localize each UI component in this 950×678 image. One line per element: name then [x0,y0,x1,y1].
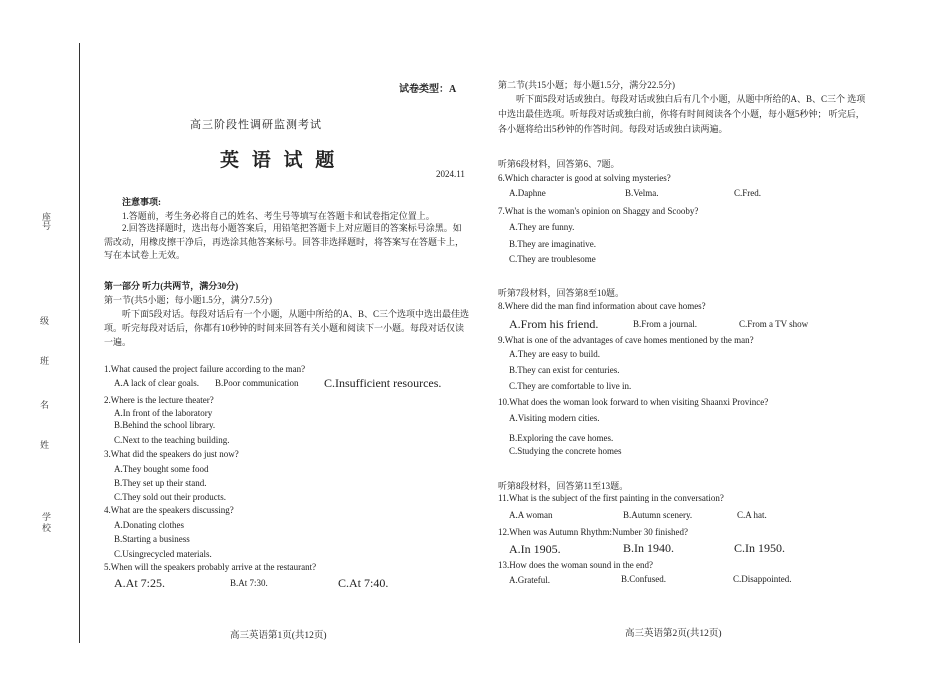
binding-name-char-1: 名 [40,400,50,410]
q2-option-a: A.In front of the laboratory [114,408,213,418]
binding-class-char-2: 班 [40,356,50,366]
q10-option-b: B.Exploring the cave homes. [509,433,614,443]
q11-option-c: C.A hat. [737,510,767,520]
q9-option-c: C.They are comfortable to live in. [509,381,632,391]
material-8-heading: 听第8段材料，回答第11至13题。 [498,481,629,491]
question-8: 8.Where did the man find information about cave homes? [498,301,706,311]
question-10: 10.What does the woman look forward to when visiting Shaanxi Province? [498,397,769,407]
q6-option-a: A.Daphne [509,188,546,198]
q5-option-c: C.At 7:40. [338,576,389,590]
q4-option-a: A.Donating clothes [114,520,184,530]
question-9: 9.What is one of the advantages of cave homes mentioned by the man? [498,335,754,345]
page-2-footer: 高三英语第2页(共12页) [625,629,722,639]
paper-type: 试卷类型：A [399,84,457,95]
material-7-heading: 听第7段材料，回答第8至10题。 [498,288,625,298]
q9-option-b: B.They can exist for centuries. [509,365,620,375]
notes-heading: 注意事项: [122,197,161,207]
q11-option-b: B.Autumn scenery. [623,510,693,520]
q2-option-c: C.Next to the teaching building. [114,435,230,445]
section1-instructions: 听下面5段对话。每段对话后有一个小题，从题中所给的A、B、C三个选项中选出最佳选项。听完每段对话后，你都有10秒钟的时间来回答有关小题和阅读下一小题。每段对话仅读一遍。 [104,309,470,347]
q7-option-b: B.They are imaginative. [509,239,596,249]
q5-option-a: A.At 7:25. [114,576,165,590]
part1-heading: 第一部分 听力(共两节，满分30分) [104,281,239,291]
notes-item-2: 2.回答选择题时，选出每小题答案后，用铅笔把答题卡上对应题目的答案标号涂黑。如需改动，用橡皮擦干净后，再选涂其他答案标号。回答非选择题时，将答案写在答题卡上，写在本试卷上无效。 [104,223,465,260]
section2-heading: 第二节(共15小题；每小题1.5分，满分22.5分) [498,80,675,90]
section2-instructions: 听下面5段对话或独白。每段对话或独白后有几个小题，从题中所给的A、B、C三个 选项中选出最佳选项。听每段对话或独白前，你将有时间阅读各个小题，每小题5秒钟； 听完后，各小题将给出5秒钟的作答时间。每段对话或独白读两遍。 [498,94,866,134]
q6-option-c: C.Fred. [734,188,761,198]
q7-option-a: A.They are funny. [509,222,575,232]
q3-option-a: A.They bought some food [114,464,209,474]
q8-option-b: B.From a journal. [633,319,697,329]
q1-option-b: B.Poor communication [215,378,299,388]
question-3: 3.What did the speakers do just now? [104,449,239,459]
q2-option-b: B.Behind the school library. [114,420,216,430]
q6-option-b: B.Velma. [625,188,659,198]
q3-option-b: B.They set up their stand. [114,478,207,488]
q11-option-a: A.A woman [509,510,553,520]
binding-seat-label: 座号 [41,212,51,230]
question-1: 1.What caused the project failure according to the man? [104,364,306,374]
binding-school-label: 学 校 [41,512,51,533]
q8-option-a: A.From his friend. [509,317,599,331]
q10-option-a: A.Visiting modern cities. [509,413,600,423]
q12-option-a: A.In 1905. [509,542,561,556]
q13-option-c: C.Disappointed. [733,574,792,584]
q1-option-a: A.A lack of clear goals. [114,378,199,388]
question-11: 11.What is the subject of the first painting in the conversation? [498,493,724,503]
exam-date: 2024.11 [436,169,465,179]
question-13: 13.How does the woman sound in the end? [498,560,653,570]
material-6-heading: 听第6段材料，回答第6、7题。 [498,159,620,169]
q4-option-c: C.Usingrecycled materials. [114,549,212,559]
question-6: 6.Which character is good at solving mysteries? [498,173,671,183]
q12-option-c: C.In 1950. [734,541,785,555]
binding-name-char-2: 姓 [40,440,50,450]
q13-option-a: A.Grateful. [509,575,550,585]
question-2: 2.Where is the lecture theater? [104,395,214,405]
q10-option-c: C.Studying the concrete homes [509,446,622,456]
binding-line [79,43,80,643]
q3-option-c: C.They sold out their products. [114,492,226,502]
q13-option-b: B.Confused. [621,574,666,584]
q4-option-b: B.Starting a business [114,534,190,544]
question-7: 7.What is the woman's opinion on Shaggy and Scooby? [498,206,699,216]
question-5: 5.When will the speakers probably arrive at the restaurant? [104,562,317,572]
binding-class-char-1: 级 [40,316,50,326]
q9-option-a: A.They are easy to build. [509,349,600,359]
q12-option-b: B.In 1940. [623,541,674,555]
subject-title: 英 语 试 题 [220,150,339,171]
exam-title: 高三阶段性调研监测考试 [190,119,322,131]
notes-item-1: 1.答题前，考生务必将自己的姓名、考生号等填写在答题卡和试卷指定位置上。 [122,211,435,221]
q7-option-c: C.They are troublesome [509,254,596,264]
q5-option-b: B.At 7:30. [230,578,268,588]
q1-option-c: C.Insufficient resources. [324,376,442,390]
question-4: 4.What are the speakers discussing? [104,505,234,515]
section1-heading: 第一节(共5小题；每小题1.5分，满分7.5分) [104,295,272,305]
question-12: 12.When was Autumn Rhythm:Number 30 finished? [498,527,688,537]
page-1-footer: 高三英语第1页(共12页) [230,631,327,641]
q8-option-c: C.From a TV show [739,319,809,329]
